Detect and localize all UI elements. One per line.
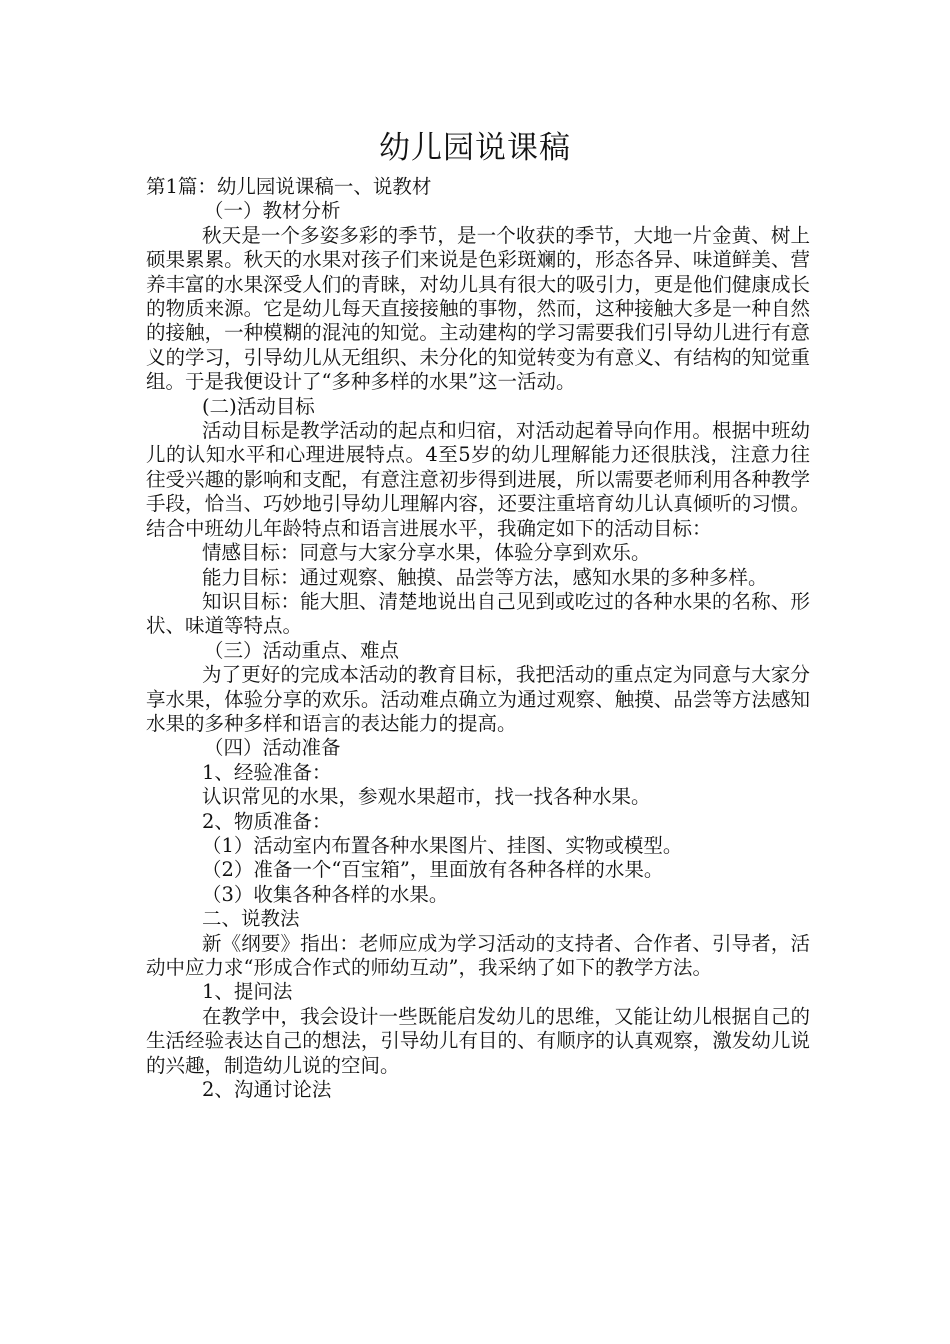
section-heading-teaching-methods: 二、说教法 [202, 907, 300, 931]
section-heading-preparation: （四）活动准备 [204, 736, 341, 760]
paragraph-key-points: 为了更好的完成本活动的教育目标，我把活动的重点定为同意与大家分享水果，体验分享的欢乐。活动难点确立为通过观察、触摸、品尝等方法感知水果的多种多样和语言的表达能力的提高。 [146, 663, 810, 735]
document-title: 幼儿园说课稿 [379, 130, 571, 166]
chapter-heading: 第1篇：幼儿园说课稿一、说教材 [146, 175, 432, 198]
document-body [146, 175, 810, 1102]
paragraph-activity-goals: 活动目标是教学活动的起点和归宿，对活动起着导向作用。根据中班幼儿的认知水平和心理进展特点。4至5岁的幼儿理解能力还很肤浅，注意力往往受兴趣的影响和支配，有意注意初步得到进展，所以需要老师利用各种教学手段，恰当、巧妙地引导幼儿理解内容，还要注重培育幼儿认真倾听的习惯。结合中班幼儿年龄特点和语言进展水平，我确定如下的活动目标： [146, 419, 810, 540]
subheading-questioning-method: 1、提问法 [202, 980, 293, 1004]
paragraph-textbook-analysis: 秋天是一个多姿多彩的季节，是一个收获的季节，大地一片金黄、树上硕果累累。秋天的水果对孩子们来说是色彩斑斓的，形态各异、味道鲜美、营养丰富的水果深受人们的青睐，对幼儿具有很大的吸引力，更是他们健康成长的物质来源。它是幼儿每天直接接触的事物，然而，这种接触大多是一种自然的接触，一种模糊的混沌的知觉。主动建构的学习需要我们引导幼儿进行有意义的学习，引导幼儿从无组织、未分化的知觉转变为有意义、有结构的知觉重组。于是我便设计了“多种多样的水果”这一活动。 [146, 223, 810, 394]
section-heading-key-points: （三）活动重点、难点 [204, 638, 400, 662]
paragraph-emotional-goal: 情感目标：同意与大家分享水果，体验分享到欢乐。 [202, 541, 651, 565]
list-item-material-3: （3）收集各种各样的水果。 [202, 882, 449, 906]
subheading-discussion-method: 2、沟通讨论法 [202, 1078, 332, 1102]
paragraph-experience-prep: 认识常见的水果，参观水果超市，找一找各种水果。 [202, 785, 651, 809]
paragraph-teaching-methods-intro: 新《纲要》指出：老师应成为学习活动的支持者、合作者、引导者，活动中应力求“形成合作式的师幼互动”，我采纳了如下的教学方法。 [146, 931, 810, 979]
paragraph-questioning-method: 在教学中，我会设计一些既能启发幼儿的思维，又能让幼儿根据自己的生活经验表达自己的想法，引导幼儿有目的、有顺序的认真观察，激发幼儿说的兴趣，制造幼儿说的空间。 [146, 1004, 810, 1077]
paragraph-knowledge-goal: 知识目标：能大胆、清楚地说出自己见到或吃过的各种水果的名称、形状、味道等特点。 [146, 589, 810, 638]
section-heading-textbook-analysis: （一）教材分析 [204, 199, 341, 223]
section-heading-activity-goals: (二)活动目标 [202, 394, 315, 418]
list-item-material-2: （2）准备一个“百宝箱”，里面放有各种各样的水果。 [202, 858, 664, 882]
paragraph-ability-goal: 能力目标：通过观察、触摸、品尝等方法，感知水果的多种多样。 [202, 565, 768, 589]
paragraph-experience-prep-label: 1、经验准备： [202, 760, 332, 784]
paragraph-material-prep-label: 2、物质准备： [202, 809, 332, 833]
list-item-material-1: （1）活动室内布置各种水果图片、挂图、实物或模型。 [202, 833, 683, 857]
